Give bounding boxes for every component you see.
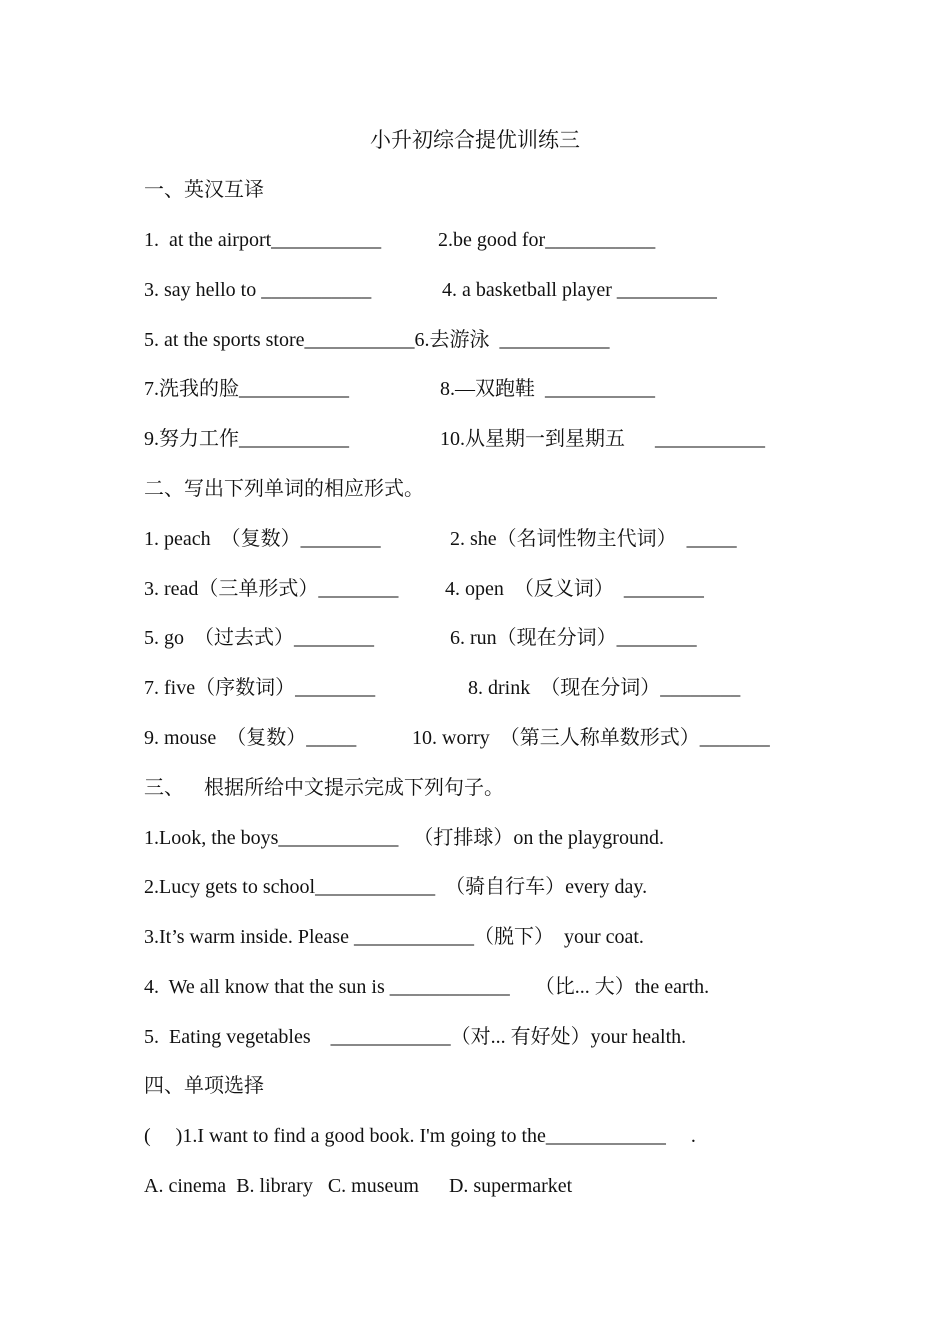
s1-row5-left: 9.努力工作___________ (144, 428, 349, 450)
s3-line5: 5. Eating vegetables ____________（对... 有好处）your health. (144, 1026, 687, 1048)
s2-row1-left: 1. peach （复数）________ (144, 528, 381, 550)
s1-row4-left: 7.洗我的脸___________ (144, 378, 349, 400)
s2-row4-left: 7. five（序数词）________ (144, 677, 376, 699)
s2-row3-right: 6. run（现在分词）________ (450, 627, 697, 649)
s1-row4-right: 8.—双跑鞋 ___________ (440, 378, 655, 400)
s4-question1: ( )1.I want to find a good book. I'm going to the____________ . (144, 1125, 696, 1147)
s2-row4-right: 8. drink （现在分词）________ (468, 677, 741, 699)
s3-line1: 1.Look, the boys____________ （打排球）on the playground. (144, 827, 664, 849)
s2-row1-right: 2. she（名词性物主代词） _____ (450, 528, 737, 550)
section-1-heading: 一、英汉互译 (144, 179, 264, 201)
s3-line4: 4. We all know that the sun is ____________ （比... 大）the earth. (144, 976, 710, 998)
section-3-heading: 三、 根据所给中文提示完成下列句子。 (144, 777, 504, 799)
s1-row3-left: 5. at the sports store___________6.去游泳 ___________ (144, 329, 610, 351)
section-4-heading: 四、单项选择 (144, 1075, 264, 1097)
s4-options1: A. cinema B. library C. museum D. supermarket (144, 1175, 573, 1197)
s2-row2-right: 4. open （反义词） ________ (445, 578, 704, 600)
s3-line3: 3.It’s warm inside. Please ____________（脱下） your coat. (144, 926, 644, 948)
s1-row5-right: 10.从星期一到星期五 ___________ (440, 428, 765, 450)
s1-row1-right: 2.be good for___________ (438, 229, 656, 251)
s2-row5-left: 9. mouse （复数）_____ (144, 727, 357, 749)
page-title: 小升初综合提优训练三 (370, 128, 580, 152)
s2-row5-right: 10. worry （第三人称单数形式）_______ (412, 727, 770, 749)
s2-row2-left: 3. read（三单形式）________ (144, 578, 399, 600)
s2-row3-left: 5. go （过去式）________ (144, 627, 374, 649)
s1-row2-right: 4. a basketball player __________ (442, 279, 717, 301)
s1-row1-left: 1. at the airport___________ (144, 229, 382, 251)
section-2-heading: 二、写出下列单词的相应形式。 (144, 478, 424, 500)
s1-row2-left: 3. say hello to ___________ (144, 279, 372, 301)
s3-line2: 2.Lucy gets to school____________ （骑自行车）every day. (144, 876, 648, 898)
